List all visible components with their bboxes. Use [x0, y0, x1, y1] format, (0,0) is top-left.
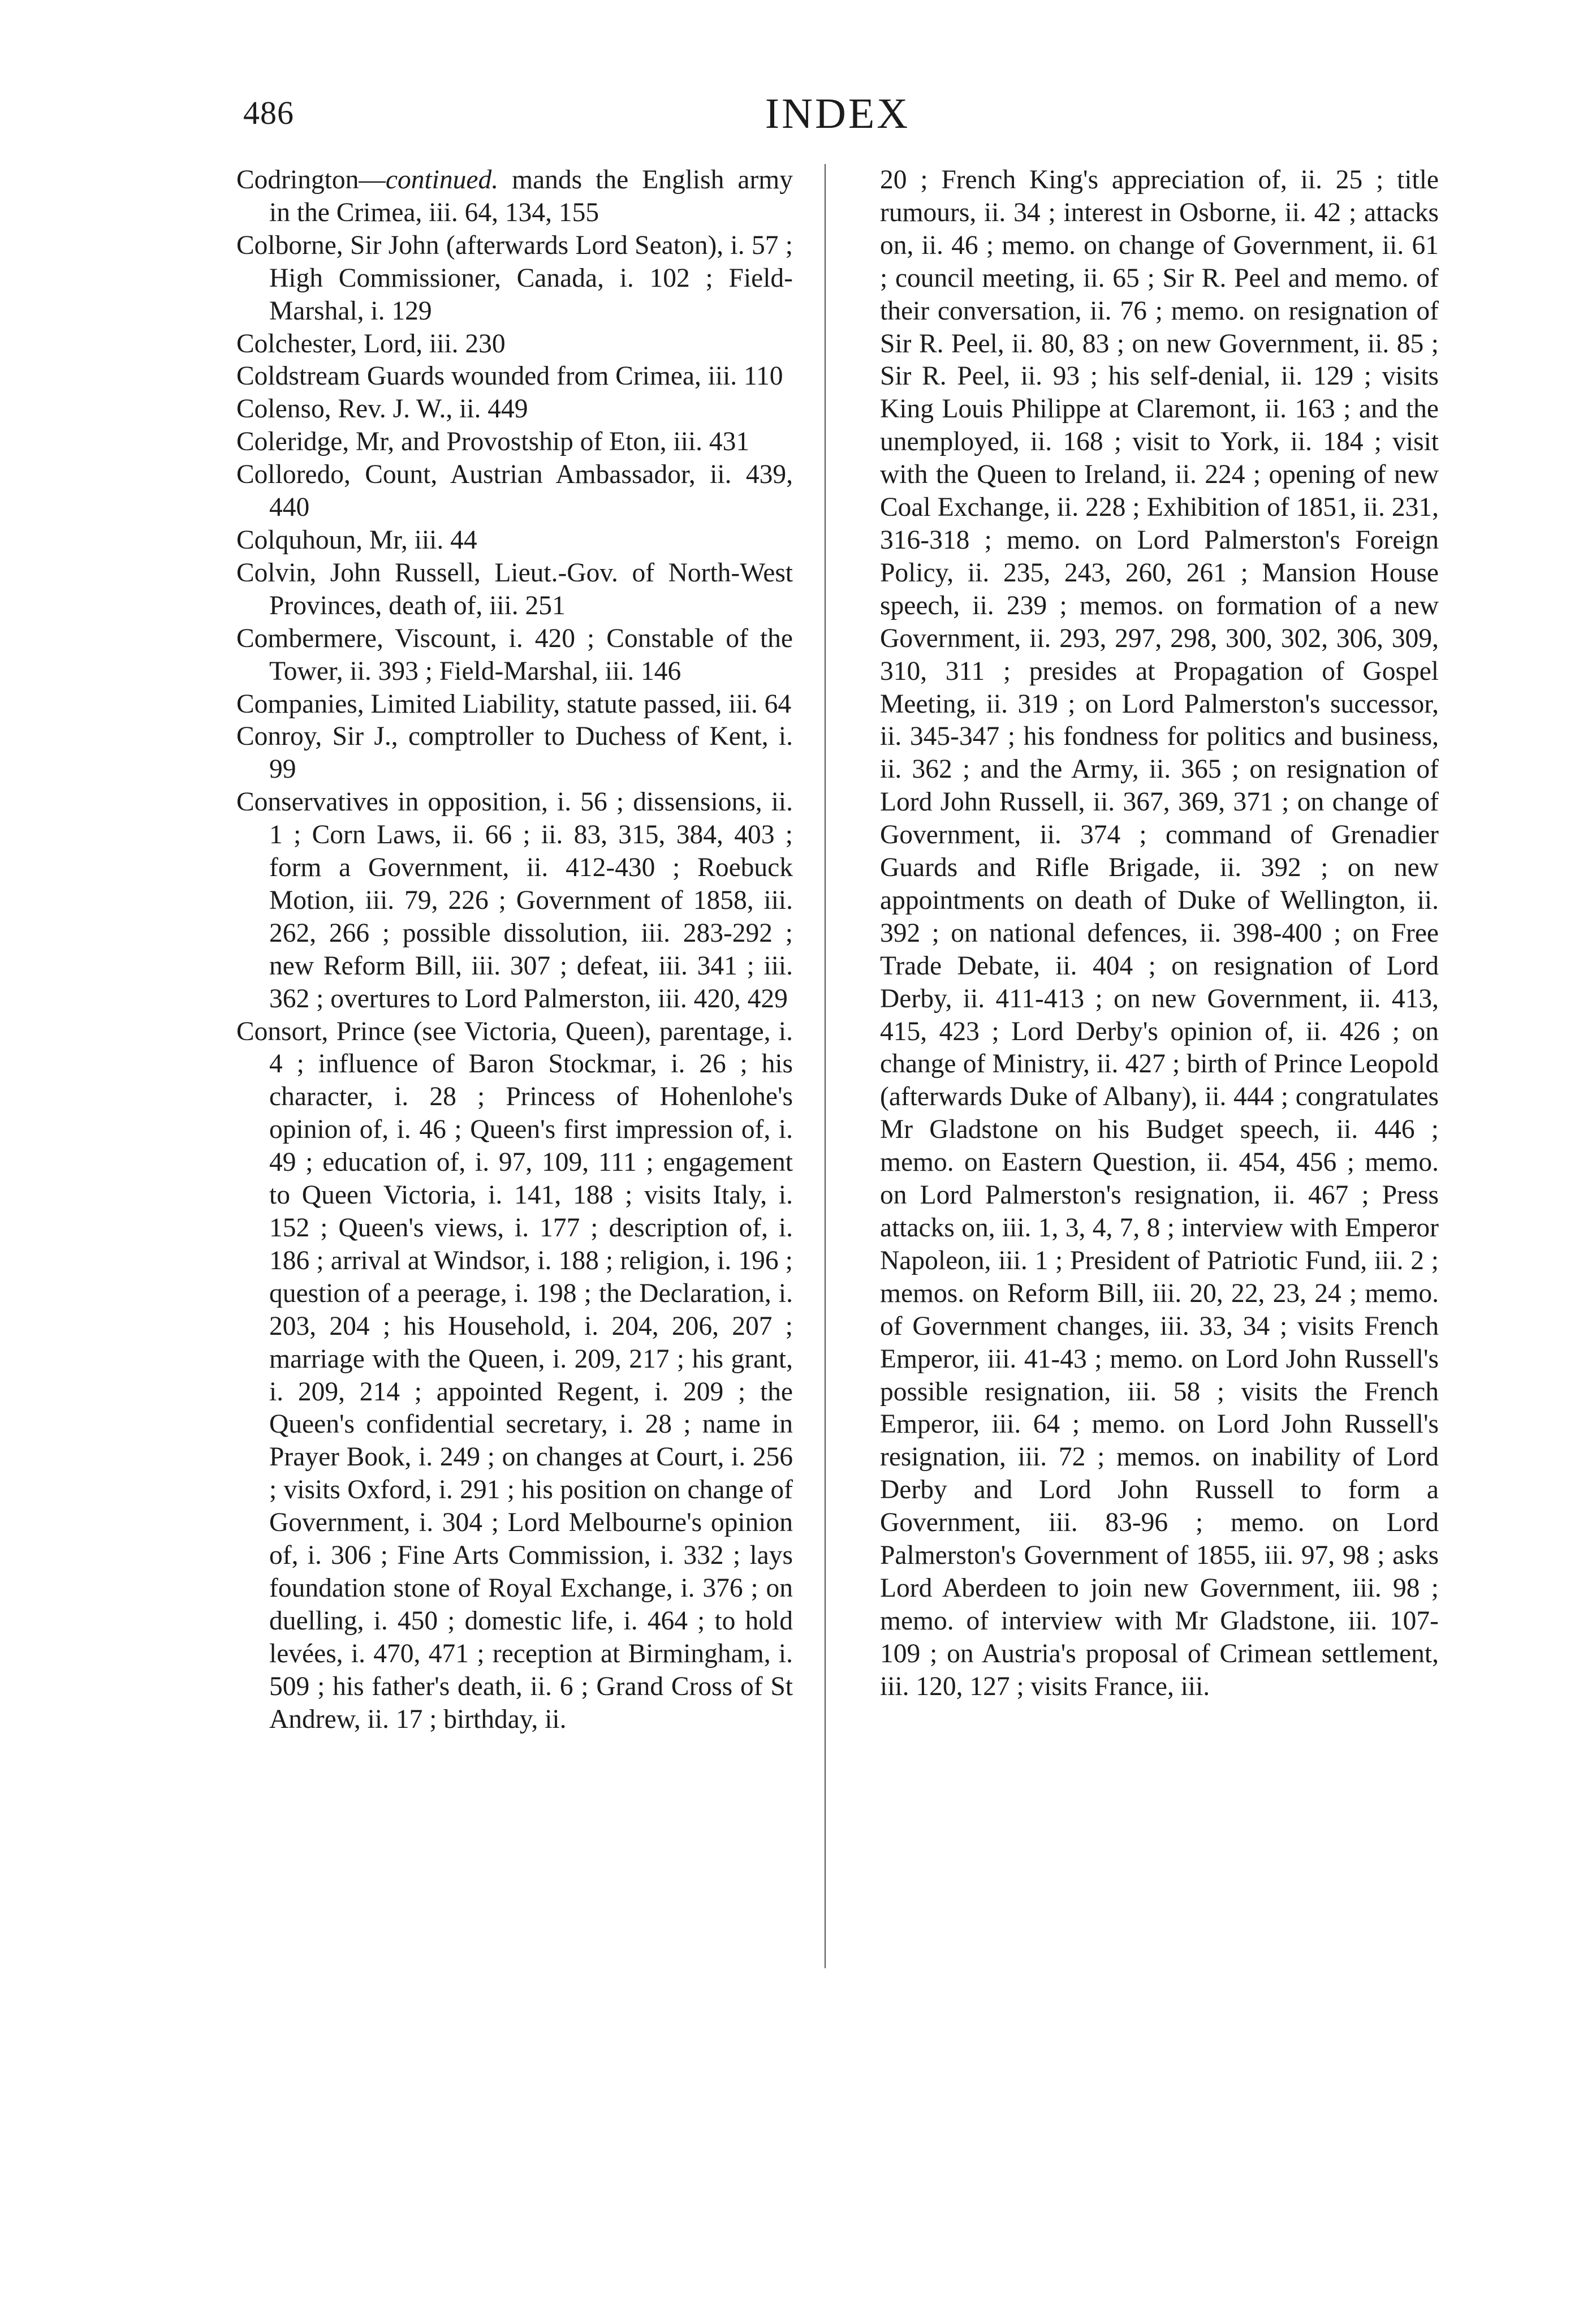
index-entry: Conservatives in opposition, i. 56 ; dissensions, ii. 1 ; Corn Laws, ii. 66 ; ii. 83, 315, 384, 403 ; form a Government, ii. 412-430 ; Roebuck Motion, iii. 79, 226 ; Government of 1858, iii. 262, 266 ; possible dissolution, iii. 283-292 ; new Reform Bill, iii. 307 ; defeat, iii. 341 ; iii. 362 ; overtures to Lord Palmerston, iii. 420, 429: [236, 787, 793, 1014]
index-entry-codrington: [236, 164, 793, 230]
index-entry: Colchester, Lord, iii. 230: [236, 329, 506, 359]
index-entry: Conroy, Sir J., comptroller to Duchess of Kent, i. 99: [236, 722, 793, 784]
page-header: [236, 89, 1439, 152]
left-column: [236, 164, 793, 1736]
index-entry: Colenso, Rev. J. W., ii. 449: [236, 394, 528, 424]
index-entry: Combermere, Viscount, i. 420 ; Constable of the Tower, ii. 393 ; Field-Marshal, iii. 146: [236, 623, 793, 686]
right-column: [880, 164, 1439, 1704]
index-entry: Coleridge, Mr, and Provostship of Eton, iii. 431: [236, 427, 750, 457]
index-entry-list: [236, 230, 793, 1736]
index-entry: Coldstream Guards wounded from Crimea, iii. 110: [236, 361, 783, 391]
continued-note: continued.: [385, 165, 499, 195]
entry-body: mands the English army in the Crimea, iii. 64, 134, 155: [269, 165, 793, 227]
page-number: 486: [243, 94, 294, 131]
index-entry-continuation: 20 ; French King's appreciation of, ii. 25 ; title rumours, ii. 34 ; interest in Osborne, ii. 42 ; attacks on, ii. 46 ; memo. on change of Government, ii. 61 ; council meeting, ii. 65 ; Sir R. Peel and memo. of their conversation, ii. 76 ; memo. on resignation of Sir R. Peel, ii. 80, 83 ; on new Government, ii. 85 ; Sir R. Peel, ii. 93 ; his self-denial, ii. 129 ; visits King Louis Philippe at Claremont, ii. 163 ; and the unemployed, ii. 168 ; visit to York, ii. 184 ; visit with the Queen to Ireland, ii. 224 ; opening of new Coal Exchange, ii. 228 ; Exhibition of 1851, ii. 231, 316-318 ; memo. on Lord Palmerston's Foreign Policy, ii. 235, 243, 260, 261 ; Mansion House speech, ii. 239 ; memos. on formation of a new Government, ii. 293, 297, 298, 300, 302, 306, 309, 310, 311 ; presides at Propagation of Gospel Meeting, ii. 319 ; on Lord Palmerston's successor, ii. 345-347 ; his fondness for politics and business, ii. 362 ; and the Army, ii. 365 ; on resignation of Lord John Russell, ii. 367, 369, 371 ; on change of Government, ii. 374 ; command of Grenadier Guards and Rifle Brigade, ii. 392 ; on new appointments on death of Duke of Wellington, ii. 392 ; on national defences, ii. 398-400 ; on Free Trade Debate, ii. 404 ; on resignation of Lord Derby, ii. 411-413 ; on new Government, ii. 413, 415, 423 ; Lord Derby's opinion of, ii. 426 ; on change of Ministry, ii. 427 ; birth of Prince Leopold (afterwards Duke of Albany), ii. 444 ; congratulates Mr Gladstone on his Budget speech, ii. 446 ; memo. on Eastern Question, ii. 454, 456 ; memo. on Lord Palmerston's resignation, ii. 467 ; Press attacks on, iii. 1, 3, 4, 7, 8 ; interview with Emperor Napoleon, iii. 1 ; President of Patriotic Fund, iii. 2 ; memos. on Reform Bill, iii. 20, 22, 23, 24 ; memo. of Government changes, iii. 33, 34 ; visits French Emperor, iii. 41-43 ; memo. on Lord John Russell's possible resignation, iii. 58 ; visits the French Emperor, iii. 64 ; memo. on Lord John Russell's resignation, iii. 72 ; memos. on inability of Lord Derby and Lord John Russell to form a Government, iii. 83-96 ; memo. on Lord Palmerston's Government of 1855, iii. 97, 98 ; asks Lord Aberdeen to join new Government, iii. 98 ; memo. of interview with Mr Gladstone, iii. 107-109 ; on Austria's proposal of Crimean settlement, iii. 120, 127 ; visits France, iii.: [880, 165, 1439, 1701]
page-title: INDEX: [765, 90, 911, 137]
index-entry: Companies, Limited Liability, statute passed, iii. 64: [236, 689, 792, 719]
index-entry: Consort, Prince (see Victoria, Queen), parentage, i. 4 ; influence of Baron Stockmar, i. 26 ; his character, i. 28 ; Princess of Hohenlohe's opinion of, i. 46 ; Queen's first impression of, i. 49 ; education of, i. 97, 109, 111 ; engagement to Queen Victoria, i. 141, 188 ; visits Italy, i. 152 ; Queen's views, i. 177 ; description of, i. 186 ; arrival at Windsor, i. 188 ; religion, i. 196 ; question of a peerage, i. 198 ; the Declaration, i. 203, 204 ; his Household, i. 204, 206, 207 ; marriage with the Queen, i. 209, 217 ; his grant, i. 209, 214 ; appointed Regent, i. 209 ; the Queen's confidential secretary, i. 28 ; name in Prayer Book, i. 249 ; on changes at Court, i. 256 ; visits Oxford, i. 291 ; his position on change of Government, i. 304 ; Lord Melbourne's opinion of, i. 306 ; Fine Arts Commission, i. 332 ; lays foundation stone of Royal Exchange, i. 376 ; on duelling, i. 450 ; domestic life, i. 464 ; to hold levées, i. 470, 471 ; reception at Birmingham, i. 509 ; his father's death, ii. 6 ; Grand Cross of St Andrew, ii. 17 ; birthday, ii.: [236, 1016, 793, 1734]
index-entry: Colquhoun, Mr, iii. 44: [236, 525, 477, 555]
column-divider: [825, 164, 826, 1968]
index-entry: Colloredo, Count, Austrian Ambassador, ii. 439, 440: [236, 460, 793, 523]
index-entry: Colvin, John Russell, Lieut.-Gov. of North-West Provinces, death of, iii. 251: [236, 558, 793, 620]
entry-heading: Codrington—: [236, 165, 386, 195]
index-entry: Colborne, Sir John (afterwards Lord Seaton), i. 57 ; High Commissioner, Canada, i. 102 ; Field-Marshal, i. 129: [236, 230, 793, 326]
